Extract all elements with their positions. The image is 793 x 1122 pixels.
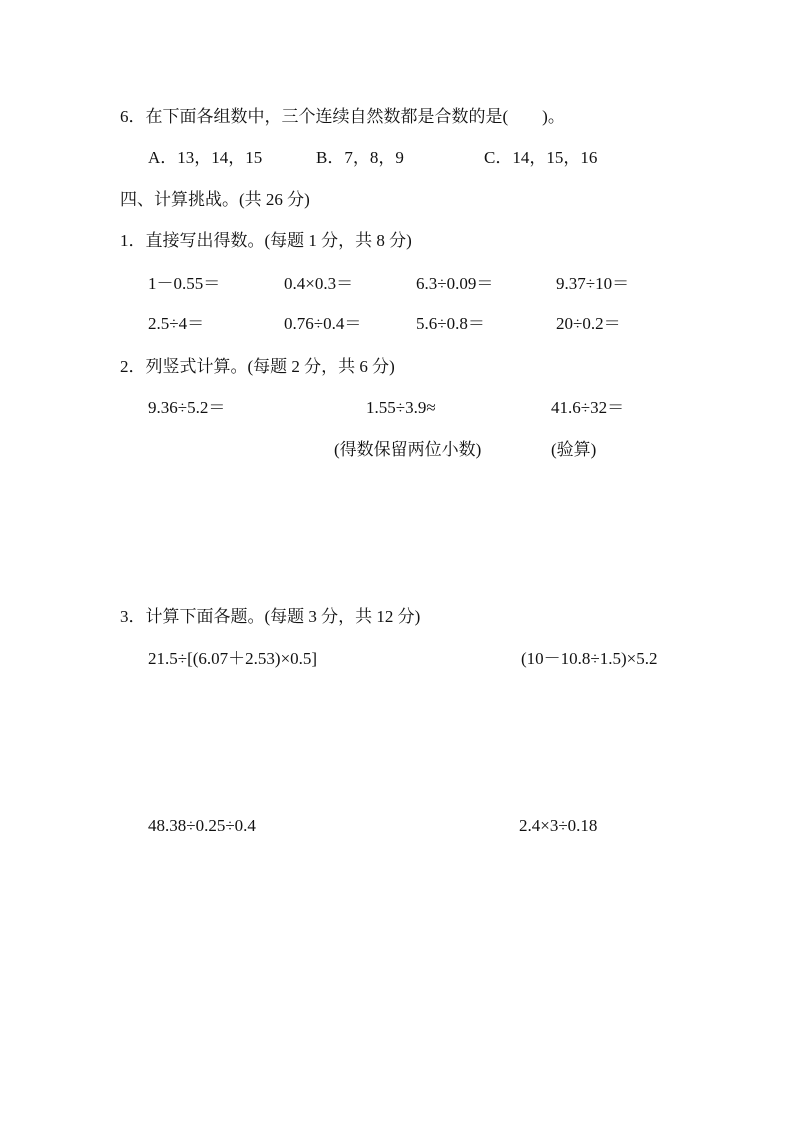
- vertical-calc-item: 41.6÷32＝: [551, 398, 625, 417]
- vertical-calc-item: 1.55÷3.9≈: [366, 398, 436, 417]
- calc-item: 21.5÷[(6.07＋2.53)×0.5]: [148, 649, 318, 668]
- calc-item: (10－10.8÷1.5)×5.2: [521, 649, 658, 668]
- oral-calc-item: 0.4×0.3＝: [284, 274, 354, 293]
- oral-calc-item: 2.5÷4＝: [148, 314, 205, 333]
- note-round: (得数保留两位小数): [334, 440, 482, 459]
- oral-calc-item: 6.3÷0.09＝: [416, 274, 494, 293]
- section-4-title: 四、计算挑战。(共 26 分): [120, 190, 310, 209]
- part-3-title: 3．计算下面各题。(每题 3 分，共 12 分): [120, 607, 421, 626]
- option-b: B．7，8，9: [316, 148, 404, 167]
- calc-item: 2.4×3÷0.18: [519, 816, 598, 835]
- option-a: A．13，14，15: [148, 148, 263, 167]
- option-c: C．14，15，16: [484, 148, 598, 167]
- oral-calc-item: 5.6÷0.8＝: [416, 314, 485, 333]
- oral-calc-item: 0.76÷0.4＝: [284, 314, 362, 333]
- part-2-title: 2．列竖式计算。(每题 2 分，共 6 分): [120, 357, 395, 376]
- note-check: (验算): [551, 440, 597, 459]
- oral-calc-item: 20÷0.2＝: [556, 314, 621, 333]
- question-6-stem: 6．在下面各组数中，三个连续自然数都是合数的是( )。: [120, 107, 565, 126]
- oral-calc-item: 9.37÷10＝: [556, 274, 630, 293]
- calc-item: 48.38÷0.25÷0.4: [148, 816, 256, 835]
- oral-calc-item: 1－0.55＝: [148, 274, 221, 293]
- part-1-title: 1．直接写出得数。(每题 1 分，共 8 分): [120, 231, 412, 250]
- vertical-calc-item: 9.36÷5.2＝: [148, 398, 226, 417]
